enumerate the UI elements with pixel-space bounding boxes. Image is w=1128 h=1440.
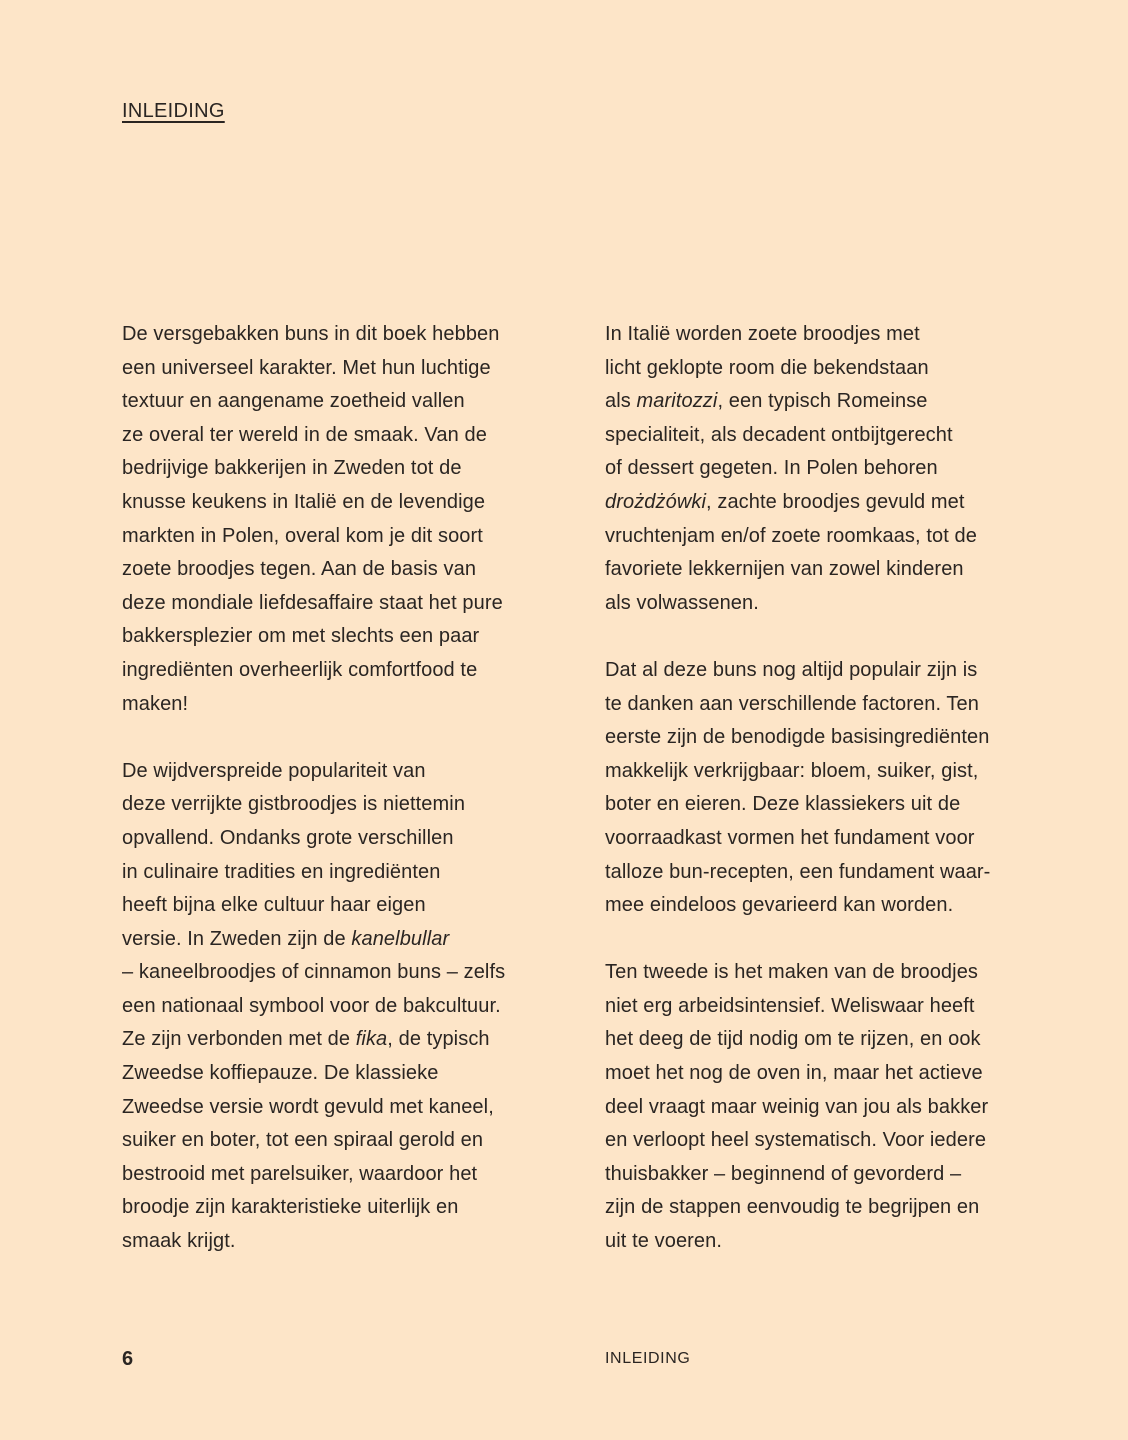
text-segment: textuur en aangename zoetheid vallen bbox=[122, 390, 465, 413]
text-line bbox=[605, 1057, 1045, 1091]
text-segment: markten in Polen, overal kom je dit soort bbox=[122, 524, 483, 547]
text-line bbox=[122, 419, 562, 453]
text-line bbox=[605, 990, 1045, 1024]
text-line bbox=[122, 1158, 562, 1192]
text-line bbox=[605, 452, 1045, 486]
text-segment: een nationaal symbool voor de bakcultuur. bbox=[122, 994, 501, 1017]
body-paragraph bbox=[605, 318, 1045, 620]
text-line bbox=[605, 385, 1045, 419]
text-line bbox=[122, 755, 562, 789]
text-segment: Ten tweede is het maken van de broodjes bbox=[605, 961, 979, 984]
text-segment: als bbox=[605, 390, 637, 413]
text-column-right bbox=[605, 318, 1045, 1292]
text-segment: ingrediënten overheerlijk comfortfood te bbox=[122, 658, 478, 681]
text-line bbox=[122, 990, 562, 1024]
text-segment: het deeg de tijd nodig om te rijzen, en ook bbox=[605, 1028, 981, 1051]
text-line bbox=[605, 553, 1045, 587]
text-segment: bakkersplezier om met slechts een paar bbox=[122, 625, 480, 648]
text-line bbox=[122, 856, 562, 890]
text-line bbox=[122, 486, 562, 520]
text-segment: als volwassenen. bbox=[605, 591, 759, 614]
italic-term: maritozzi bbox=[636, 390, 718, 413]
text-line bbox=[122, 1057, 562, 1091]
text-line bbox=[122, 889, 562, 923]
text-line bbox=[605, 587, 1045, 621]
text-segment: te danken aan verschillende factoren. Ten bbox=[605, 692, 979, 715]
text-line bbox=[605, 721, 1045, 755]
text-segment: bestrooid met parelsuiker, waardoor het bbox=[122, 1162, 478, 1185]
text-line bbox=[605, 419, 1045, 453]
text-line bbox=[122, 822, 562, 856]
text-segment: eerste zijn de benodigde basisingrediënten bbox=[605, 726, 990, 749]
text-segment: , een typisch Romeinse bbox=[717, 390, 928, 413]
text-line bbox=[122, 788, 562, 822]
text-segment: , zachte broodjes gevuld met bbox=[706, 490, 965, 513]
text-line bbox=[122, 688, 562, 722]
text-line bbox=[605, 755, 1045, 789]
text-segment: – kaneelbroodjes of cinnamon buns – zelfs bbox=[122, 961, 506, 984]
page-number: 6 bbox=[122, 1348, 134, 1370]
text-line bbox=[122, 1124, 562, 1158]
text-segment: licht geklopte room die bekendstaan bbox=[605, 356, 929, 379]
text-segment: of dessert gegeten. In Polen behoren bbox=[605, 457, 938, 480]
text-line bbox=[122, 620, 562, 654]
text-segment: zoete broodjes tegen. Aan de basis van bbox=[122, 558, 477, 581]
text-line bbox=[122, 385, 562, 419]
text-segment: De versgebakken buns in dit boek hebben bbox=[122, 323, 500, 345]
text-line bbox=[605, 956, 1045, 990]
text-line bbox=[605, 822, 1045, 856]
text-segment: specialiteit, als decadent ontbijtgerecht bbox=[605, 423, 953, 446]
text-line bbox=[122, 654, 562, 688]
text-segment: broodje zijn karakteristieke uiterlijk en bbox=[122, 1196, 459, 1219]
text-line bbox=[122, 1191, 562, 1225]
text-segment: Zweedse koffiepauze. De klassieke bbox=[122, 1062, 439, 1085]
text-segment: een universeel karakter. Met hun luchtige bbox=[122, 356, 491, 379]
text-segment: Zweedse versie wordt gevuld met kaneel, bbox=[122, 1095, 494, 1118]
body-paragraph bbox=[122, 755, 562, 1259]
text-segment: ze overal ter wereld in de smaak. Van de bbox=[122, 423, 487, 446]
text-line bbox=[605, 688, 1045, 722]
text-segment: , de typisch bbox=[387, 1028, 490, 1051]
text-segment: Ze zijn verbonden met de bbox=[122, 1028, 356, 1051]
text-line bbox=[605, 1091, 1045, 1125]
body-paragraph bbox=[605, 654, 1045, 923]
text-segment: talloze bun-recepten, een fundament waar- bbox=[605, 860, 991, 883]
text-line bbox=[122, 587, 562, 621]
text-line bbox=[605, 318, 1045, 352]
text-segment: uit te voeren. bbox=[605, 1230, 723, 1253]
text-segment: smaak krijgt. bbox=[122, 1230, 236, 1253]
text-segment: moet het nog de oven in, maar het actieve bbox=[605, 1062, 983, 1085]
body-paragraph bbox=[122, 318, 562, 721]
text-segment: opvallend. Ondanks grote verschillen bbox=[122, 826, 454, 849]
text-segment: mee eindeloos gevarieerd kan worden. bbox=[605, 894, 954, 917]
text-segment: Dat al deze buns nog altijd populair zijn is bbox=[605, 658, 978, 681]
text-line bbox=[605, 654, 1045, 688]
text-segment: zijn de stappen eenvoudig te begrijpen en bbox=[605, 1196, 980, 1219]
text-segment: deel vraagt maar weinig van jou als bakker bbox=[605, 1095, 989, 1118]
text-line bbox=[122, 452, 562, 486]
text-segment: in culinaire tradities en ingrediënten bbox=[122, 860, 441, 883]
text-segment: maken! bbox=[122, 692, 189, 715]
text-segment: versie. In Zweden zijn de bbox=[122, 927, 352, 950]
text-line bbox=[122, 318, 562, 352]
text-line bbox=[605, 1023, 1045, 1057]
text-segment: niet erg arbeidsintensief. Weliswaar heeft bbox=[605, 994, 975, 1017]
text-line bbox=[122, 923, 562, 957]
text-segment: makkelijk verkrijgbaar: bloem, suiker, gist, bbox=[605, 759, 979, 782]
text-segment: deze verrijkte gistbroodjes is niettemin bbox=[122, 793, 466, 816]
text-segment: deze mondiale liefdesaffaire staat het pure bbox=[122, 591, 503, 614]
text-segment: favoriete lekkernijen van zowel kinderen bbox=[605, 558, 964, 581]
text-segment: thuisbakker – beginnend of gevorderd – bbox=[605, 1162, 962, 1185]
text-segment: heeft bijna elke cultuur haar eigen bbox=[122, 894, 426, 917]
text-line bbox=[122, 1091, 562, 1125]
text-line bbox=[605, 1124, 1045, 1158]
text-line bbox=[122, 956, 562, 990]
text-segment: boter en eieren. Deze klassiekers uit de bbox=[605, 793, 961, 816]
text-segment: De wijdverspreide populariteit van bbox=[122, 759, 426, 782]
text-line bbox=[605, 889, 1045, 923]
text-line bbox=[122, 1225, 562, 1259]
text-line bbox=[122, 352, 562, 386]
text-line bbox=[605, 856, 1045, 890]
text-line bbox=[122, 553, 562, 587]
text-line bbox=[605, 1225, 1045, 1259]
text-line bbox=[605, 352, 1045, 386]
text-segment: In Italië worden zoete broodjes met bbox=[605, 323, 920, 345]
italic-term: kanelbullar bbox=[351, 927, 450, 950]
text-segment: bedrijvige bakkerijen in Zweden tot de bbox=[122, 457, 462, 480]
text-segment: en verloopt heel systematisch. Voor iedere bbox=[605, 1129, 987, 1152]
text-segment: vruchtenjam en/of zoete roomkaas, tot de bbox=[605, 524, 977, 547]
text-line bbox=[122, 1023, 562, 1057]
text-line bbox=[122, 520, 562, 554]
running-head: INLEIDING bbox=[605, 1350, 691, 1367]
text-line bbox=[605, 520, 1045, 554]
text-segment: suiker en boter, tot een spiraal gerold en bbox=[122, 1129, 484, 1152]
text-column-left bbox=[122, 318, 562, 1292]
italic-term: drożdżówki bbox=[605, 490, 707, 513]
chapter-heading: INLEIDING bbox=[122, 100, 225, 122]
body-paragraph bbox=[605, 956, 1045, 1258]
italic-term: fika bbox=[355, 1028, 388, 1051]
text-segment: voorraadkast vormen het fundament voor bbox=[605, 826, 975, 849]
text-line bbox=[605, 788, 1045, 822]
text-segment: knusse keukens in Italië en de levendige bbox=[122, 490, 486, 513]
text-line bbox=[605, 1158, 1045, 1192]
text-line bbox=[605, 1191, 1045, 1225]
text-line bbox=[605, 486, 1045, 520]
